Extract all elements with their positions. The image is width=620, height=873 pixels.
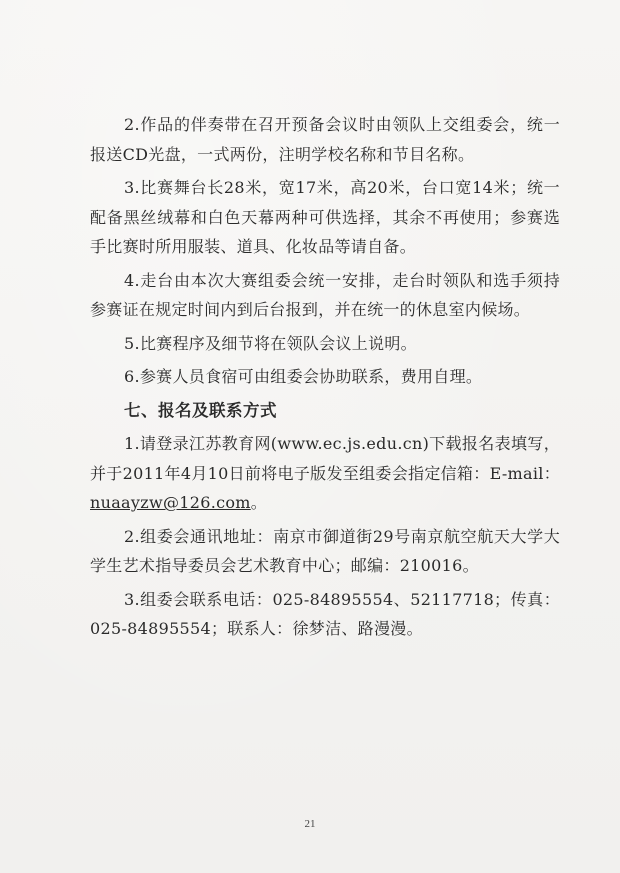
paragraph-accommodation: 6.参赛人员食宿可由组委会协助联系，费用自理。 (124, 367, 483, 386)
paragraph-phone: 3.组委会联系电话：025-84895554、52117718；传真：025-84895554；联系人：徐梦洁、路漫漫。 (90, 589, 560, 638)
paragraph-address: 2.组委会通讯地址：南京市御道街29号南京航空航天大学大学生艺术指导委员会艺术教育中心；邮编：210016。 (90, 526, 560, 575)
document-body (90, 110, 560, 648)
paragraph-procedure: 5.比赛程序及细节将在领队会议上说明。 (124, 333, 417, 353)
registration-text: 1.请登录江苏教育网(www.ec.js.edu.cn)下载报名表填写，并于2011年4月10日前将电子版发至组委会指定信箱： (90, 434, 560, 483)
section-heading-registration: 七、报名及联系方式 (124, 400, 277, 420)
page-number: 21 (304, 818, 316, 830)
email-label: E-mail： (489, 463, 560, 483)
paragraph-accompaniment: 2.作品的伴奏带在召开预备会议时由领队上交组委会，统一报送CD光盘，一式两份，注明学校名称和节目名称。 (90, 115, 560, 164)
paragraph-registration (90, 429, 560, 518)
paragraph-rehearsal: 4.走台由本次大赛组委会统一安排，走台时领队和选手须持参赛证在规定时间内到后台报到，并在统一的休息室内候场。 (90, 270, 560, 319)
email-suffix: 。 (250, 493, 268, 512)
paragraph-stage: 3.比赛舞台长28米，宽17米，高20米，台口宽14米；统一配备黑丝绒幕和白色天幕两种可供选择，其余不再使用；参赛选手比赛时所用服装、道具、化妆品等请自备。 (90, 178, 560, 256)
email-link[interactable]: nuaayzw@126.com (90, 493, 251, 512)
